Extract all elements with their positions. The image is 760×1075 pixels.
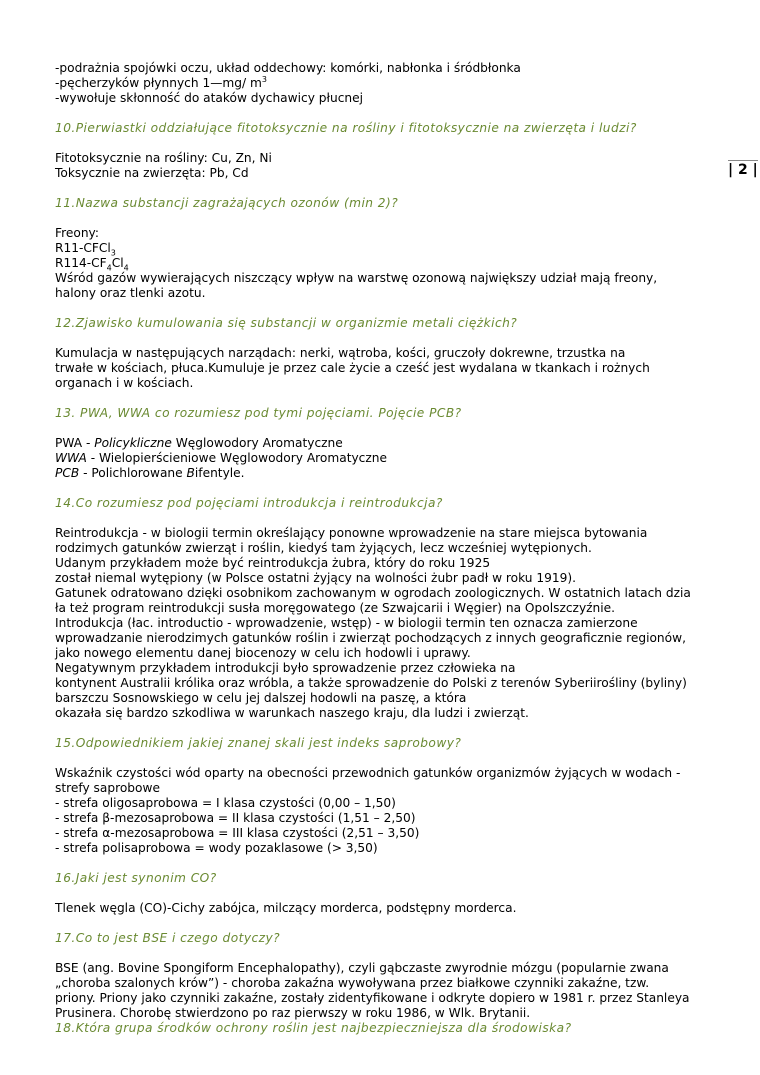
question-15-heading: 15.Odpowiednikiem jakiej znanej skali jest indeks saprobowy?: [55, 736, 462, 750]
q17-line: Prusinera. Chorobę stwierdzono po raz pierwszy w roku 1986, w Wlk. Brytanii.: [55, 1006, 531, 1020]
r11-sub: 3: [110, 248, 116, 258]
pwa-abbr: PWA -: [55, 436, 95, 450]
intro-line-2: [55, 76, 725, 91]
q15-line: Wskaźnik czystości wód oparty na obecności przewodnich gatunków organizmów żyjących w wodach -: [55, 766, 681, 780]
wwa-abbr: WWA: [55, 451, 87, 465]
pwa-italic: Policykliczne: [94, 436, 172, 450]
document-body: [55, 61, 725, 1036]
question-16-heading: 16.Jaki jest synonim CO?: [55, 871, 217, 885]
r114-sub-1: 4: [106, 263, 112, 273]
question-17-heading: 17.Co to jest BSE i czego dotyczy?: [55, 931, 281, 945]
q13-wwa-line: [55, 451, 725, 466]
q15-line: - strefa polisaprobowa = wody pozaklasowe (> 3,50): [55, 841, 378, 855]
q11-answer-line-1: Freony:: [55, 226, 99, 240]
q14-line: kontynent Australii królika oraz wróbla, a także sprowadzenie do Polski z terenów Syberiirośliny (byliny): [55, 676, 687, 690]
q16-answer-line-1: Tlenek węgla (CO)-Cichy zabójca, milczący morderca, podstępny morderca.: [55, 901, 517, 915]
q11-r114-formula: [55, 256, 725, 271]
r114-text-b: Cl: [111, 256, 124, 270]
q17-answer: [55, 961, 725, 1021]
pwa-rest: Węglowodory Aromatyczne: [171, 436, 343, 450]
intro-line-1: -podrażnia spojówki oczu, układ oddechowy: komórki, nabłonka i śródbłonka: [55, 61, 521, 75]
q14-line: został niemal wytępiony (w Polsce ostatni żyjący na wolności żubr padł w roku 1919).: [55, 571, 577, 585]
question-18-heading: 18.Która grupa środków ochrony roślin jest najbezpieczniejsza dla środowiska?: [55, 1021, 572, 1035]
q14-line: jako nowego elementu danej biocenozy w celu ich hodowli i uprawy.: [55, 646, 471, 660]
pcb-text: - Polichlorowane: [79, 466, 187, 480]
q12-answer-line-3: organach i w kościach.: [55, 376, 194, 390]
q13-pcb-line: [55, 466, 725, 481]
q15-line: strefy saprobowe: [55, 781, 160, 795]
q14-line: ła też program reintrodukcji susła moręgowatego (ze Szwajcarii i Węgier) na Opolszczyźnie.: [55, 601, 616, 615]
q13-pwa-line: [55, 436, 725, 451]
r114-text-a: R114-CF: [55, 256, 107, 270]
q14-line: okazała się bardzo szkodliwa w warunkach naszego kraju, dla ludzi i zwierząt.: [55, 706, 529, 720]
intro-line-2-text: -pęcherzyków płynnych 1—mg/ m: [55, 76, 262, 90]
q15-answer: [55, 766, 725, 856]
q14-answer: [55, 526, 725, 721]
q15-line: - strefa oligosaprobowa = I klasa czystości (0,00 – 1,50): [55, 796, 396, 810]
q12-answer-line-2: trwałe w kościach, płuca.Kumuluje je przez cale życie a cześć jest wydalana w tkankach i rożnych: [55, 361, 650, 375]
pcb-italic-b: B: [186, 466, 195, 480]
wwa-rest: - Wielopierścieniowe Węglowodory Aromatyczne: [86, 451, 388, 465]
question-11-heading: 11.Nazwa substancji zagrażających ozonów (min 2)?: [55, 196, 399, 210]
q17-line: priony. Priony jako czynniki zakaźne, zostały zidentyfikowane i odkryte dopiero w 1981 r. przez Stanleya: [55, 991, 690, 1005]
q17-line: BSE (ang. Bovine Spongiform Encephalopathy), czyli gąbczaste zwyrodnie mózgu (popularnie zwana: [55, 961, 669, 975]
page-number: | 2 |: [728, 162, 758, 178]
q11-answer-line-5: halony oraz tlenki azotu.: [55, 286, 206, 300]
q11-r11-formula: [55, 241, 725, 256]
q10-answer-line-2: Toksycznie na zwierzęta: Pb, Cd: [55, 166, 249, 180]
r114-sub-2: 4: [123, 263, 129, 273]
q17-line: „choroba szalonych krów”) - choroba zakaźna wywoływana przez białkowe czynniki zakaźne, tzw.: [55, 976, 650, 990]
q10-answer-line-1: Fitotoksycznie na rośliny: Cu, Zn, Ni: [55, 151, 272, 165]
question-13-heading: 13. PWA, WWA co rozumiesz pod tymi pojęciami. Pojęcie PCB?: [55, 406, 462, 420]
q14-line: Negatywnym przykładem introdukcji było sprowadzenie przez człowieka na: [55, 661, 516, 675]
question-12-heading: 12.Zjawisko kumulowania się substancji w organizmie metali ciężkich?: [55, 316, 518, 330]
q14-line: Reintrodukcja - w biologii termin określający ponowne wprowadzenie na stare miejsca bytowania: [55, 526, 648, 540]
pcb-rest: ifentyle.: [194, 466, 245, 480]
question-10-heading: 10.Pierwiastki oddziałujące fitotoksycznie na rośliny i fitotoksycznie na zwierzęta i ludzi?: [55, 121, 637, 135]
q14-line: wprowadzanie nierodzimych gatunków roślin i zwierząt pochodzących z innych geograficznie regionów,: [55, 631, 686, 645]
question-14-heading: 14.Co rozumiesz pod pojęciami introdukcja i reintrodukcja?: [55, 496, 443, 510]
q14-line: Gatunek odratowano dzięki osobnikom zachowanym w ogrodach zoologicznych. W ostatnich latach dzia: [55, 586, 691, 600]
intro-line-2-sup: 3: [261, 74, 267, 84]
pcb-abbr: PCB: [55, 466, 80, 480]
q14-line: Introdukcja (łac. introductio - wprowadzenie, wstęp) - w biologii termin ten oznacza zamierzone: [55, 616, 638, 630]
q14-line: rodzimych gatunków zwierząt i roślin, kiedyś tam żyjących, lecz wcześniej wytępionych.: [55, 541, 592, 555]
q15-line: - strefa β-mezosaprobowa = II klasa czystości (1,51 – 2,50): [55, 811, 416, 825]
q14-line: Udanym przykładem może być reintrodukcja żubra, który do roku 1925: [55, 556, 491, 570]
r11-text: R11-CFCl: [55, 241, 111, 255]
q15-line: - strefa α-mezosaprobowa = III klasa czystości (2,51 – 3,50): [55, 826, 420, 840]
q14-line: barszczu Sosnowskiego w celu jej dalszej hodowli na paszę, a która: [55, 691, 467, 705]
intro-line-3: -wywołuje skłonność do ataków dychawicy płucnej: [55, 91, 364, 105]
q12-answer-line-1: Kumulacja w następujących narządach: nerki, wątroba, kości, gruczoły dokrewne, trzustka na: [55, 346, 626, 360]
q11-answer-line-4: Wśród gazów wywierających niszczący wpływ na warstwę ozonową największy udział mają freony,: [55, 271, 658, 285]
